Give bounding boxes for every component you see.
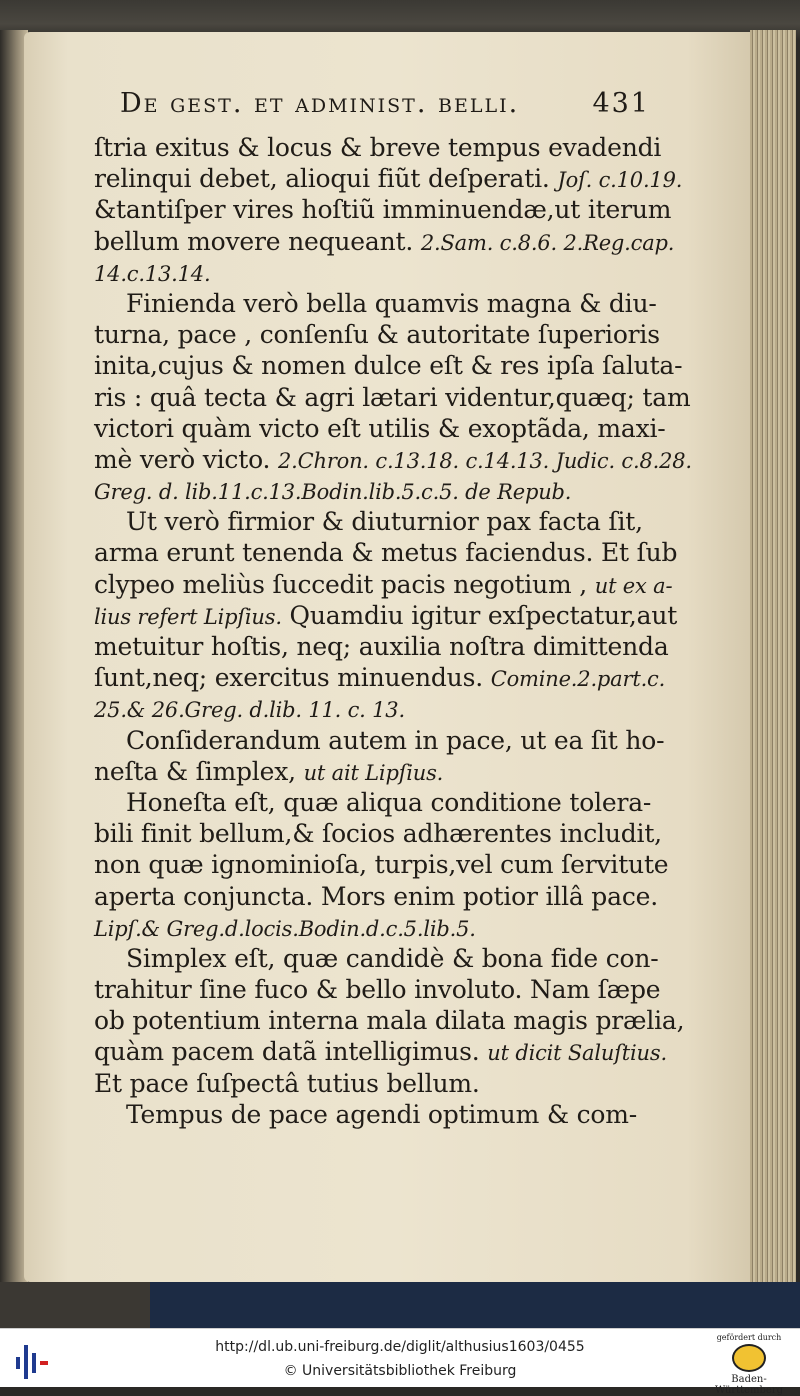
text-line [94, 350, 683, 381]
text-line [94, 537, 678, 568]
text-line [94, 943, 659, 974]
text-line [94, 631, 669, 662]
line-text: Et pace ſuſpectâ tutius bellum. [94, 1068, 480, 1098]
line-text: Finienda verò bella quamvis magna & diu- [126, 288, 657, 318]
text-line [94, 1036, 667, 1067]
text-line [94, 787, 652, 818]
text-lines [94, 132, 692, 1130]
line-text: ris : quâ tecta & agri lætari videntur,quæq; tam [94, 382, 691, 412]
line-text: Honeſta eſt, quæ aliqua conditione tolera- [126, 787, 652, 817]
text-line [94, 257, 642, 288]
line-text: aperta conjuncta. Mors enim potior illâ pace. [94, 881, 658, 911]
text-line [94, 444, 692, 475]
citation-text: ut ex a- [594, 573, 673, 598]
line-text: bili finit bellum,& ſocios adhærentes includit, [94, 819, 662, 849]
line-text: Conſiderandum autem in pace, ut ea ſit ho- [126, 725, 665, 755]
text-line [94, 756, 642, 787]
text-line [94, 475, 642, 506]
page-stack-edge [750, 30, 796, 1285]
line-text: Tempus de pace agendi optimum & com- [126, 1099, 638, 1129]
running-title: De gest. et administ. belli. [120, 88, 520, 119]
line-text: turna, pace , conſenſu & autoritate ſuperioris [94, 320, 660, 350]
line-text: ſtria exitus & locus & breve tempus evadendi [94, 133, 662, 162]
citation-text: Joſ. c.10.19. [557, 168, 683, 193]
line-text: arma erunt tenenda & metus faciendus. Et ſub [94, 538, 678, 568]
sponsor-block [704, 1333, 794, 1396]
line-text: mè verò victo. [94, 444, 278, 474]
citation-text: 2.Sam. c.8.6. 2.Reg.cap. [420, 230, 675, 255]
text-line [94, 600, 678, 631]
line-text: ob potentium interna mala dilata magis prælia, [94, 1006, 685, 1036]
coat-of-arms-icon [732, 1344, 766, 1372]
text-line [94, 974, 661, 1005]
sponsor-name: Baden-Württemberg [714, 1374, 784, 1396]
permalink-url[interactable]: http://dl.ub.uni-freiburg.de/diglit/althusius1603/0455 [215, 1339, 585, 1355]
text-line [94, 662, 666, 693]
text-line [94, 1099, 642, 1130]
line-text: inita,cujus & nomen dulce eſt & res ipſa ſaluta- [94, 351, 683, 381]
citation-text: ut ait Lipſius. [303, 760, 444, 785]
line-text: trahitur ſine fuco & bello involuto. Nam ſæpe [94, 975, 661, 1005]
text-line [94, 132, 662, 163]
background-cloth [150, 1282, 800, 1328]
citation-text: 25.& 26.Greg. d.lib. 11. c. 13. [94, 698, 405, 723]
citation-text: lius refert Lipſius. [94, 604, 282, 629]
line-text: ſunt,neq; exercitus minuendus. [94, 663, 491, 693]
text-line [94, 693, 642, 724]
text-line [94, 194, 672, 225]
text-line [94, 849, 669, 880]
text-line [94, 1068, 642, 1099]
background-surface [0, 1282, 150, 1328]
citation-text: 14.c.13.14. [94, 261, 211, 286]
citation-text: Greg. d. lib.11.c.13.Bodin.lib.5.c.5. de Repub. [94, 480, 572, 505]
text-line [94, 382, 691, 413]
page-number: 431 [592, 88, 650, 119]
viewer-footer [0, 1328, 800, 1396]
text-line [94, 319, 660, 350]
text-line [94, 163, 683, 194]
line-text: victori quàm victo eſt utilis & exoptãda, maxi- [94, 413, 666, 443]
citation-text: ut dicit Saluſtius. [487, 1041, 667, 1066]
citation-text: 2.Chron. c.13.18. c.14.13. Judic. c.8.28. [278, 448, 692, 473]
copyright-notice: © Universitätsbibliothek Freiburg [283, 1363, 517, 1379]
line-text: Ut verò firmior & diuturnior pax facta ſit, [126, 507, 643, 537]
text-line [94, 818, 662, 849]
line-text: &tantiſper vires hoſtiũ imminuendæ,ut iterum [94, 195, 672, 225]
running-header [94, 88, 650, 132]
text-line [94, 725, 665, 756]
text-line [94, 288, 657, 319]
line-text: quàm pacem datã intelligimus. [94, 1037, 488, 1067]
text-line [94, 226, 675, 257]
line-text: relinqui debet, alioqui fiũt deſperati. [94, 164, 558, 194]
text-line [94, 881, 658, 912]
citation-text: Comine.2.part.c. [490, 667, 666, 692]
text-line [94, 569, 673, 600]
page-text [94, 88, 692, 1130]
line-text: metuitur hoſtis, neq; auxilia noſtra dimittenda [94, 632, 669, 661]
text-line [94, 413, 666, 444]
line-text: bellum movere nequeant. [94, 226, 421, 256]
line-text: non quæ ignominioſa, turpis,vel cum ſervitute [94, 850, 669, 880]
line-text: neſta & ſimplex, [94, 756, 304, 786]
citation-text: Lipſ.& Greg.d.locis.Bodin.d.c.5.lib.5. [94, 916, 476, 941]
text-line [94, 912, 642, 943]
line-text-after: Quamdiu igitur exſpectatur,aut [281, 600, 678, 630]
text-line [94, 506, 642, 537]
line-text: clypeo meliùs ſuccedit pacis negotium , [94, 569, 595, 599]
line-text: Simplex eſt, quæ candidè & bona fide con- [126, 943, 659, 973]
sponsor-label: gefördert durch [716, 1333, 782, 1342]
text-line [94, 1005, 685, 1036]
